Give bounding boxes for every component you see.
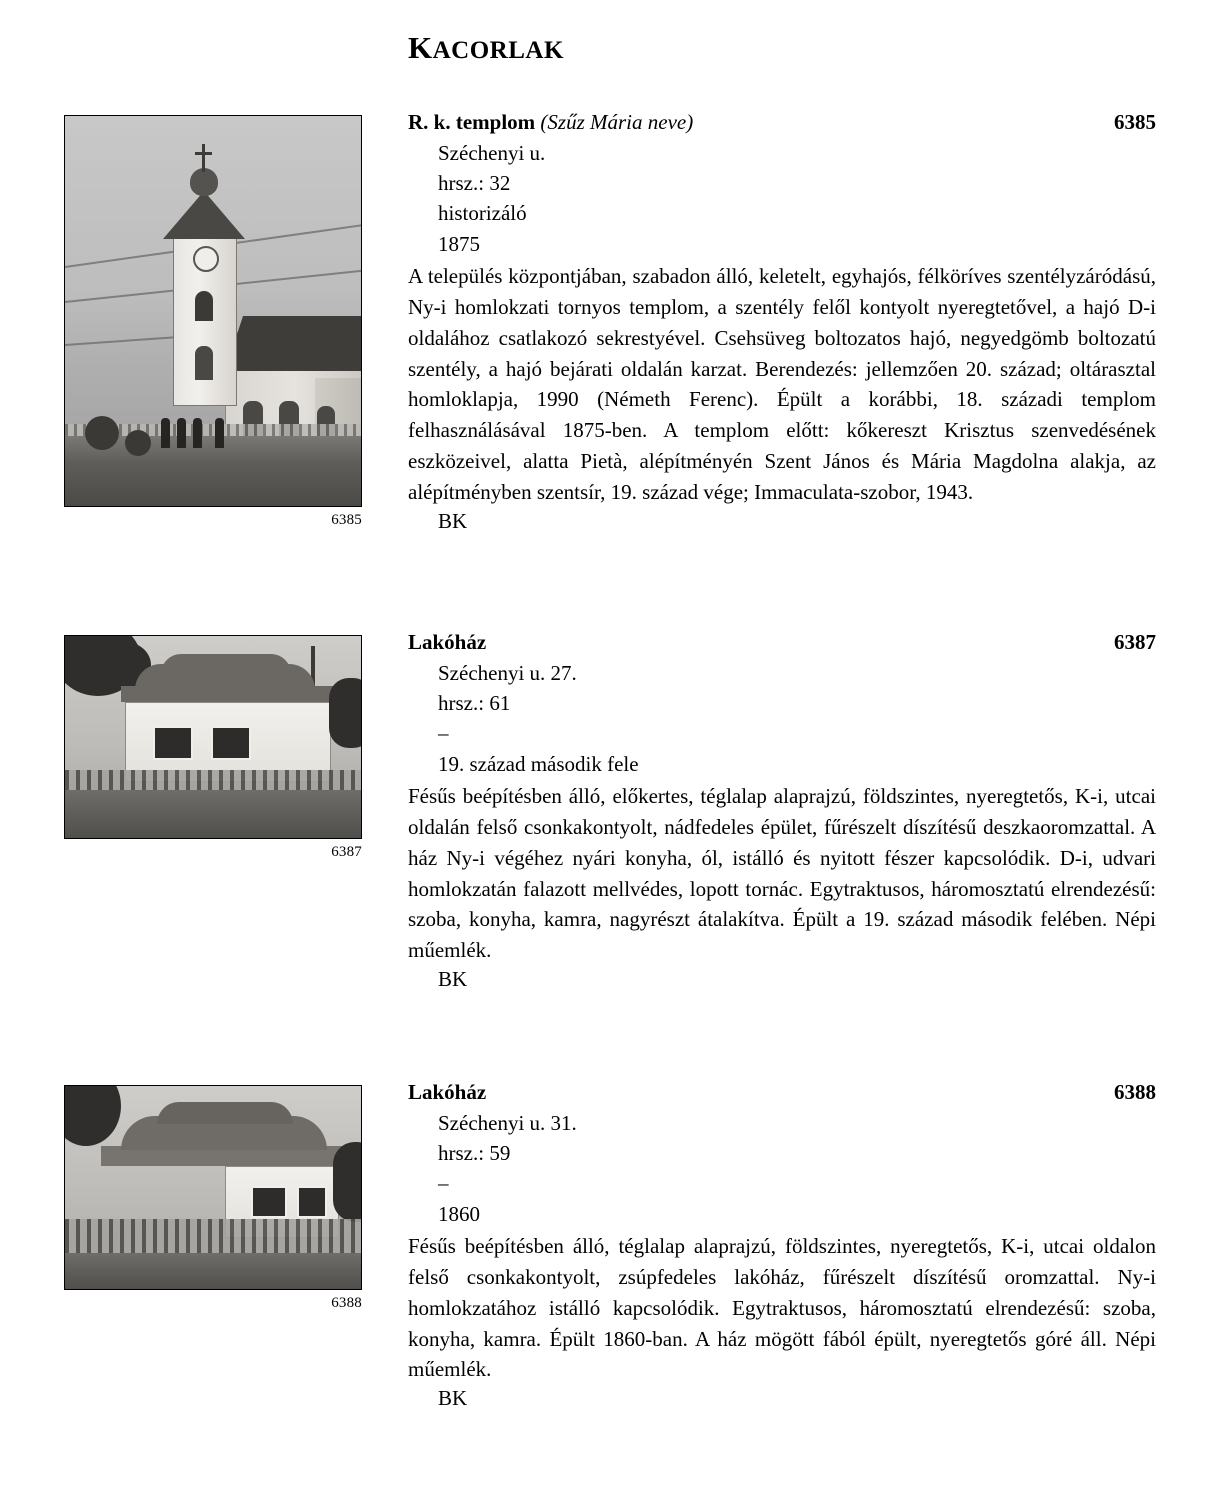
entry-title-main: Lakóház [408,1080,487,1104]
page-title-rest: ACORLAK [432,37,564,64]
entry-title-main: R. k. templom [408,110,536,134]
entry-header [408,110,1156,135]
entry-body-6387 [408,630,1156,992]
entry-style: – [438,721,449,746]
photo-house-b [64,1085,362,1290]
entry-parcel: hrsz.: 61 [438,691,511,716]
page-title [408,30,564,66]
entry-style: historizáló [438,201,527,226]
entry-title-main: Lakóház [408,630,487,654]
photo-caption: 6388 [331,1295,362,1311]
figure-6385 [64,115,362,529]
photo-caption: 6387 [331,844,362,860]
entry-description: Fésűs beépítésben álló, téglalap alaprajzú, földszintes, nyeregtetős, K-i, utcai oldalon felső csonkakontyolt, zsúpfedeles lakóház, fűrészelt díszítésű oromzattal. Ny-i homlokzatához istálló kapcsolódik. Egytraktusos, háromosztatú elrendezésű: szoba, konyha, kamra. Épült 1860-ban. A ház mögött fából épült, nyeregtetős góré áll. Népi műemlék. [408,1233,1156,1382]
entry-style: – [438,1171,449,1196]
entry-address: Széchenyi u. [438,141,546,165]
entry-author: BK [438,967,468,992]
photo-church [64,115,362,507]
entry-body-6385 [408,110,1156,534]
entry-title-note: (Szűz Mária neve) [540,110,694,134]
entry-date: 1875 [438,231,480,256]
entry-address: Széchenyi u. 31. [438,1111,577,1135]
entry-title [408,110,693,135]
entry-parcel: hrsz.: 32 [438,171,511,196]
page-title-initial: K [408,30,433,65]
entry-header [408,630,1156,655]
entry-id: 6388 [1114,1080,1156,1104]
entry-header [408,1080,1156,1105]
photo-house-a [64,635,362,839]
entry-date: 1860 [438,1201,480,1226]
photo-caption: 6385 [331,512,362,528]
entry-title [408,630,486,655]
entry-title [408,1080,486,1105]
entry-body-6388 [408,1080,1156,1411]
entry-description: A település központjában, szabadon álló, keletelt, egyhajós, félköríves szentélyzáródású, Ny-i homlokzati tornyos templom, a szentély felől kontyolt nyeregtetővel, a hajó D-i oldalához csatlakozó sekrestyével. Csehsüveg boltozatos hajó, negyedgömb boltozatú szentély, a hajó bejárati oldalán karzat. Berendezés: jellemzően 20. század; oltárasztal homloklapja, 1990 (Németh Ferenc). Épült a korábbi, 18. századi templom felhasználásával 1875-ben. A templom előtt: kőkereszt Krisztus szenvedésének eszközeivel, alatta Pietà, alépítményén Szent János és Mária Magdolna alakja, az alépítményben szentsír, 19. század vége; Immaculata-szobor, 1943. [408,263,1156,504]
entry-description: Fésűs beépítésben álló, előkertes, téglalap alaprajzú, földszintes, nyeregtetős, K-i, utcai oldalán felső csonkakontyolt, nádfedeles épület, fűrészelt díszítésű deszkaoromzattal. A ház Ny-i végéhez nyári konyha, ól, istálló és nyitott fészer kapcsolódik. D-i, udvari homlokzatán falazott mellvédes, lopott tornác. Egytraktusos, háromosztatú elrendezésű: szoba, konyha, kamra, nagyrészt átalakítva. Épült a 19. század második felében. Népi műemlék. [408,783,1156,963]
entry-parcel: hrsz.: 59 [438,1141,511,1166]
entry-date: 19. század második fele [438,751,639,776]
entry-address: Széchenyi u. 27. [438,661,577,685]
entry-id: 6387 [1114,630,1156,654]
entry-id: 6385 [1114,110,1156,134]
figure-6388 [64,1085,362,1312]
entry-author: BK [438,508,468,533]
entry-author: BK [438,1386,468,1411]
figure-6387 [64,635,362,861]
